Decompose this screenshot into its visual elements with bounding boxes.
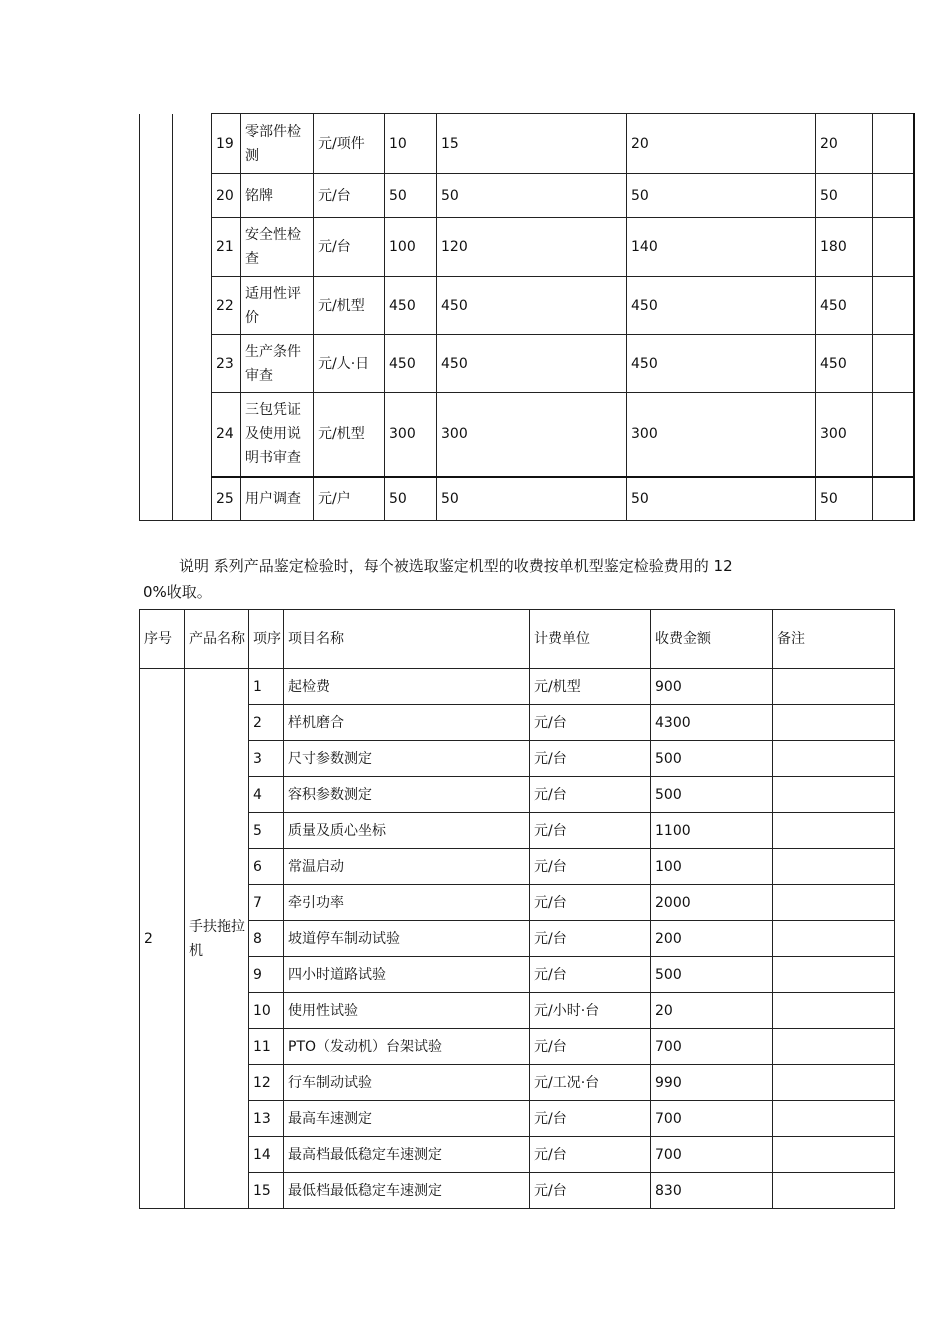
header-unit: 计费单位 bbox=[530, 610, 651, 669]
fee-table-walking-tractor bbox=[139, 609, 895, 1209]
fee-col-2: 300 bbox=[437, 393, 627, 477]
item-unit: 元/台 bbox=[530, 705, 651, 741]
fee-col-3: 140 bbox=[627, 218, 816, 277]
item-amount: 2000 bbox=[651, 885, 773, 921]
table-row bbox=[140, 1173, 895, 1209]
table-row bbox=[140, 885, 895, 921]
table-row bbox=[140, 849, 895, 885]
fee-col-4: 50 bbox=[816, 477, 873, 521]
table-row bbox=[140, 1065, 895, 1101]
header-seq: 序号 bbox=[140, 610, 185, 669]
item-name: 常温启动 bbox=[284, 849, 530, 885]
fee-col-4: 180 bbox=[816, 218, 873, 277]
item-name: 尺寸参数测定 bbox=[284, 741, 530, 777]
fee-col-1: 50 bbox=[385, 174, 437, 218]
item-unit: 元/台 bbox=[530, 1101, 651, 1137]
item-name: 最高档最低稳定车速测定 bbox=[284, 1137, 530, 1173]
item-no: 15 bbox=[249, 1173, 284, 1209]
header-amount: 收费金额 bbox=[651, 610, 773, 669]
table-row bbox=[140, 393, 914, 477]
fee-table-continued bbox=[139, 113, 915, 521]
table-row bbox=[140, 777, 895, 813]
note-line-1: 说明 系列产品鉴定检验时，每个被选取鉴定机型的收费按单机型鉴定检验费用的 12 bbox=[179, 557, 733, 575]
item-unit: 元/项件 bbox=[314, 114, 385, 174]
item-name: PTO（发动机）台架试验 bbox=[284, 1029, 530, 1065]
table-row bbox=[140, 114, 914, 174]
item-amount: 700 bbox=[651, 1101, 773, 1137]
fee-col-2: 450 bbox=[437, 277, 627, 335]
item-unit: 元/台 bbox=[530, 885, 651, 921]
remark-cell bbox=[773, 921, 895, 957]
table-row bbox=[140, 174, 914, 218]
item-no: 5 bbox=[249, 813, 284, 849]
item-unit: 元/台 bbox=[530, 1137, 651, 1173]
item-name: 零部件检测 bbox=[241, 114, 314, 174]
note-line-2: 0%收取。 bbox=[143, 583, 212, 601]
item-no: 6 bbox=[249, 849, 284, 885]
table-row bbox=[140, 335, 914, 393]
item-no: 13 bbox=[249, 1101, 284, 1137]
item-unit: 元/机型 bbox=[314, 277, 385, 335]
item-no: 2 bbox=[249, 705, 284, 741]
item-unit: 元/台 bbox=[314, 218, 385, 277]
item-name: 四小时道路试验 bbox=[284, 957, 530, 993]
fee-col-4: 450 bbox=[816, 335, 873, 393]
item-amount: 900 bbox=[651, 669, 773, 705]
item-no: 24 bbox=[212, 393, 241, 477]
table-row bbox=[140, 1029, 895, 1065]
remark-cell bbox=[773, 705, 895, 741]
item-unit: 元/台 bbox=[530, 741, 651, 777]
fee-col-1: 450 bbox=[385, 335, 437, 393]
item-unit: 元/台 bbox=[530, 1173, 651, 1209]
fee-col-2: 120 bbox=[437, 218, 627, 277]
item-name: 起检费 bbox=[284, 669, 530, 705]
item-no: 14 bbox=[249, 1137, 284, 1173]
item-unit: 元/台 bbox=[530, 777, 651, 813]
table-row bbox=[140, 993, 895, 1029]
table-row bbox=[140, 669, 895, 705]
group-cell-product bbox=[173, 114, 212, 521]
table-row bbox=[140, 921, 895, 957]
fee-col-3: 450 bbox=[627, 335, 816, 393]
remark-cell bbox=[873, 218, 914, 277]
item-amount: 500 bbox=[651, 777, 773, 813]
remark-cell bbox=[873, 174, 914, 218]
item-amount: 20 bbox=[651, 993, 773, 1029]
fee-col-1: 50 bbox=[385, 477, 437, 521]
item-name: 生产条件审查 bbox=[241, 335, 314, 393]
fee-col-1: 100 bbox=[385, 218, 437, 277]
item-amount: 200 bbox=[651, 921, 773, 957]
table-row bbox=[140, 477, 914, 521]
header-product: 产品名称 bbox=[185, 610, 249, 669]
item-amount: 700 bbox=[651, 1137, 773, 1173]
table-row bbox=[140, 813, 895, 849]
item-no: 21 bbox=[212, 218, 241, 277]
fee-col-3: 50 bbox=[627, 477, 816, 521]
item-name: 最高车速测定 bbox=[284, 1101, 530, 1137]
item-unit: 元/台 bbox=[530, 1029, 651, 1065]
fee-col-3: 50 bbox=[627, 174, 816, 218]
item-unit: 元/机型 bbox=[314, 393, 385, 477]
item-name: 行车制动试验 bbox=[284, 1065, 530, 1101]
item-amount: 500 bbox=[651, 957, 773, 993]
fee-col-2: 450 bbox=[437, 335, 627, 393]
header-item-no: 项序 bbox=[249, 610, 284, 669]
item-name: 容积参数测定 bbox=[284, 777, 530, 813]
item-no: 23 bbox=[212, 335, 241, 393]
item-name: 用户调查 bbox=[241, 477, 314, 521]
item-no: 7 bbox=[249, 885, 284, 921]
item-unit: 元/人·日 bbox=[314, 335, 385, 393]
item-name: 最低档最低稳定车速测定 bbox=[284, 1173, 530, 1209]
item-unit: 元/台 bbox=[530, 957, 651, 993]
item-name: 铭牌 bbox=[241, 174, 314, 218]
table-row bbox=[140, 1101, 895, 1137]
table-row bbox=[140, 741, 895, 777]
item-no: 3 bbox=[249, 741, 284, 777]
remark-cell bbox=[773, 813, 895, 849]
item-name: 样机磨合 bbox=[284, 705, 530, 741]
fee-col-1: 450 bbox=[385, 277, 437, 335]
item-no: 1 bbox=[249, 669, 284, 705]
group-product: 手扶拖拉机 bbox=[185, 669, 249, 1209]
item-name: 坡道停车制动试验 bbox=[284, 921, 530, 957]
fee-col-1: 10 bbox=[385, 114, 437, 174]
remark-cell bbox=[873, 335, 914, 393]
item-no: 4 bbox=[249, 777, 284, 813]
remark-cell bbox=[773, 1029, 895, 1065]
group-seq: 2 bbox=[140, 669, 185, 1209]
remark-cell bbox=[773, 1173, 895, 1209]
item-unit: 元/台 bbox=[314, 174, 385, 218]
item-unit: 元/台 bbox=[530, 813, 651, 849]
item-unit: 元/工况·台 bbox=[530, 1065, 651, 1101]
remark-cell bbox=[773, 849, 895, 885]
remark-cell bbox=[773, 1137, 895, 1173]
item-unit: 元/台 bbox=[530, 921, 651, 957]
item-amount: 1100 bbox=[651, 813, 773, 849]
fee-col-4: 50 bbox=[816, 174, 873, 218]
fee-col-4: 20 bbox=[816, 114, 873, 174]
remark-cell bbox=[873, 114, 914, 174]
item-no: 10 bbox=[249, 993, 284, 1029]
item-amount: 990 bbox=[651, 1065, 773, 1101]
fee-col-4: 300 bbox=[816, 393, 873, 477]
item-name: 质量及质心坐标 bbox=[284, 813, 530, 849]
item-amount: 4300 bbox=[651, 705, 773, 741]
table-row bbox=[140, 218, 914, 277]
remark-cell bbox=[773, 993, 895, 1029]
item-no: 12 bbox=[249, 1065, 284, 1101]
item-name: 三包凭证及使用说明书审查 bbox=[241, 393, 314, 477]
item-name: 牵引功率 bbox=[284, 885, 530, 921]
table-row bbox=[140, 277, 914, 335]
remark-cell bbox=[773, 885, 895, 921]
fee-col-2: 15 bbox=[437, 114, 627, 174]
fee-col-3: 300 bbox=[627, 393, 816, 477]
item-amount: 500 bbox=[651, 741, 773, 777]
table-row bbox=[140, 705, 895, 741]
fee-col-2: 50 bbox=[437, 174, 627, 218]
item-amount: 100 bbox=[651, 849, 773, 885]
item-no: 20 bbox=[212, 174, 241, 218]
remark-cell bbox=[873, 477, 914, 521]
item-no: 9 bbox=[249, 957, 284, 993]
explanatory-note bbox=[143, 553, 823, 605]
item-unit: 元/小时·台 bbox=[530, 993, 651, 1029]
fee-col-2: 50 bbox=[437, 477, 627, 521]
item-name: 适用性评价 bbox=[241, 277, 314, 335]
item-amount: 830 bbox=[651, 1173, 773, 1209]
remark-cell bbox=[773, 741, 895, 777]
item-no: 11 bbox=[249, 1029, 284, 1065]
item-no: 22 bbox=[212, 277, 241, 335]
fee-col-1: 300 bbox=[385, 393, 437, 477]
fee-col-3: 450 bbox=[627, 277, 816, 335]
remark-cell bbox=[773, 669, 895, 705]
remark-cell bbox=[773, 1101, 895, 1137]
item-unit: 元/机型 bbox=[530, 669, 651, 705]
item-name: 安全性检查 bbox=[241, 218, 314, 277]
item-no: 25 bbox=[212, 477, 241, 521]
item-amount: 700 bbox=[651, 1029, 773, 1065]
table-header-row bbox=[140, 610, 895, 669]
item-name: 使用性试验 bbox=[284, 993, 530, 1029]
fee-col-3: 20 bbox=[627, 114, 816, 174]
header-item-name: 项目名称 bbox=[284, 610, 530, 669]
remark-cell bbox=[773, 1065, 895, 1101]
remark-cell bbox=[873, 277, 914, 335]
item-no: 8 bbox=[249, 921, 284, 957]
item-unit: 元/户 bbox=[314, 477, 385, 521]
item-no: 19 bbox=[212, 114, 241, 174]
table-row bbox=[140, 957, 895, 993]
remark-cell bbox=[773, 957, 895, 993]
remark-cell bbox=[773, 777, 895, 813]
remark-cell bbox=[873, 393, 914, 477]
item-unit: 元/台 bbox=[530, 849, 651, 885]
table-row bbox=[140, 1137, 895, 1173]
group-cell-seq bbox=[140, 114, 173, 521]
fee-col-4: 450 bbox=[816, 277, 873, 335]
header-remark: 备注 bbox=[773, 610, 895, 669]
